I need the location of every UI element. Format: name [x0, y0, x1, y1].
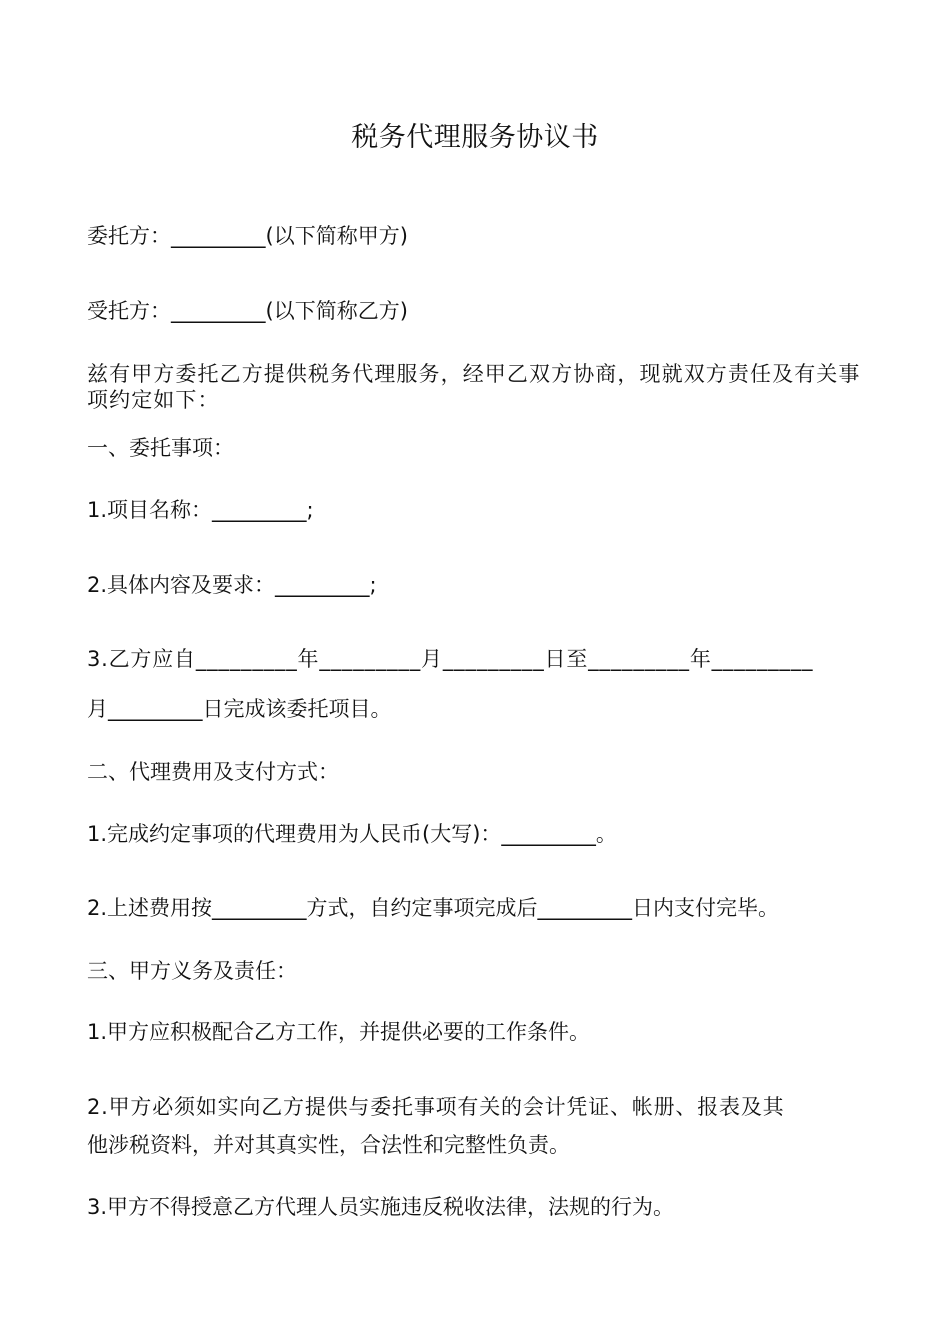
section1-item3-line2: 月_________日完成该委托项目。 [87, 697, 392, 721]
section1-heading: 一、委托事项： [87, 436, 234, 460]
agent-party-line: 受托方：_________(以下简称乙方) [87, 299, 408, 323]
intro-paragraph: 兹有甲方委托乙方提供税务代理服务，经甲乙双方协商，现就双方责任及有关事项约定如下： [87, 362, 861, 412]
section3-heading: 三、甲方义务及责任： [87, 959, 297, 983]
section3-item2-line1: 2.甲方必须如实向乙方提供与委托事项有关的会计凭证、帐册、报表及其 [87, 1095, 785, 1119]
section1-item1: 1.项目名称：_________; [87, 498, 314, 522]
section2-item1: 1.完成约定事项的代理费用为人民币(大写)：_________。 [87, 822, 617, 846]
section1-item3-line1: 3.乙方应自_________年_________月_________日至_________年_________ [87, 647, 814, 671]
section3-item3: 3.甲方不得授意乙方代理人员实施违反税收法律，法规的行为。 [87, 1195, 675, 1219]
section1-item2: 2.具体内容及要求：_________; [87, 573, 377, 597]
section3-item2-line2: 他涉税资料，并对其真实性，合法性和完整性负责。 [87, 1133, 570, 1157]
section2-heading: 二、代理费用及支付方式： [87, 760, 339, 784]
section3-item1: 1.甲方应积极配合乙方工作，并提供必要的工作条件。 [87, 1020, 591, 1044]
client-party-line: 委托方：_________(以下简称甲方) [87, 224, 408, 248]
document-title: 税务代理服务协议书 [351, 122, 599, 153]
section2-item2: 2.上述费用按_________方式，自约定事项完成后_________日内支付完毕。 [87, 896, 780, 920]
